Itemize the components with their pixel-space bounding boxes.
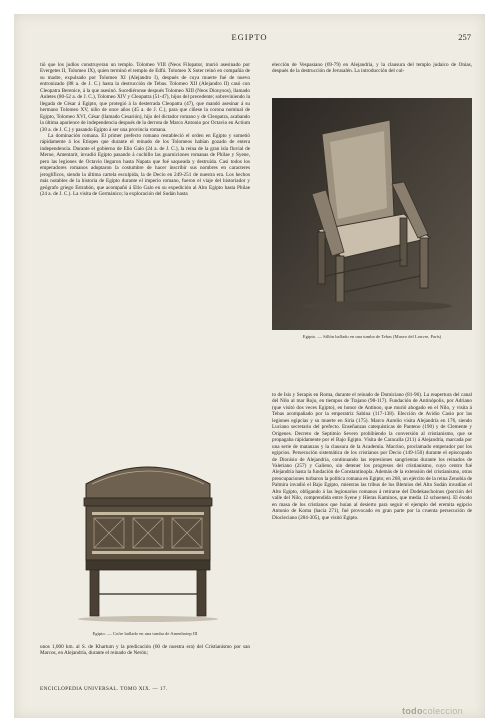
- figure-caption: Egipto. — Sillón hallado en una tumba de Tebas (Museo del Louvre, París): [302, 334, 442, 339]
- column-right-bottom: [272, 392, 472, 682]
- watermark-brand: todo: [402, 706, 423, 716]
- page-header: [14, 32, 485, 46]
- document-page: [14, 14, 485, 718]
- chest-illustration: [68, 454, 228, 624]
- watermark-rest: coleccion: [422, 706, 463, 716]
- chair-illustration: [272, 98, 472, 330]
- paragraph: elección de Vespasiano (69-79) en Alejandría, y la clausura del templo judaico de Onías, después de la destrucción de Jerusalén. La introducción del cul-: [272, 62, 472, 75]
- paragraph: to de Isis y Serapis en Roma, durante el reinado de Domiciano (81-96). La reapertura del canal del Nilo al mar Rojo, en tiempos de Trajano (98-117). Fundación de Antinópolis, por Adriano (que visitó dos veces Egipto), en honor de Antinoo, que murió ahogado en el Nilo, y visita á Tebas acompañado por la emperatriz Sabina (117-138). Elección de Avidio Casio por las legiones egipcias y su muerte en Siria (175). Marco Aurelio visita Alejandría en 176, siendo Luciano secretario del prefecto. Enseñanzas catequísticas de Panteno (190) y de Clemente y Orígenes. Decreto de Septimio Severo prohibiendo la conversión al cristianismo, que se propagaba rápidamente por el Bajo Egipto. Visita de Caracalla (211) á Alejandría, marcada por una serie de matanzas y la clausura de la Academia. Macrino, proclamado emperador por los egipcios. Persecución sistemática de los cristianos por Decio (149-150) durante el episcopado de Dionisio de Alejandría, continuando las represiones sangrientas durante los reinados de Valeriano (257) y Galieno, sin detener los progresos del cristianismo, cuyo centro fué Alejandría hasta la fundación de Constantinopla. Además de la extensión del cristianismo, otras preocupaciones turbaron la política romana en Egipto; en 268, un ejército de la reina Zenobia de Palmira invadió el Bajo Egipto, mientras las tribus de los Blemios del Alto Sudán invadían el Alto Egipto, obligando á las legionarios romanos á retirarse del Dodekaschoinos (porción del valle del Nilo, comprendida entre Syene y Hieras Kaminos, que media 12 schoenes). El éxodo en masa de los cristianos que huían al desierto para seguir el ejemplo del eremita egipcio Antonio de Koma (hacia 271), fué provocado en gran parte por la cruenta persecución de Diocleciano (284-305), que visitó Egipto.: [272, 392, 472, 521]
- column-right-top: [272, 62, 472, 94]
- chair-photo: [272, 98, 472, 330]
- watermark-logo: [402, 706, 463, 716]
- page-number: 257: [458, 32, 471, 42]
- figure-caption: Egipto. — Cofre hallado en una tumba de Amenhotep III: [92, 631, 198, 636]
- page-footer: ENCICLOPEDIA UNIVERSAL. TOMO XIX. — 17.: [40, 686, 168, 692]
- paragraph: La dominación romana. El primer prefecto romano restableció el orden en Egipto y sometió rápidamente á los Etiopes que durante el reinado de los Tolomeos habían gozado de entera independencia. Durante el gobierno de Elio Galo (24 a. de J. C.), la reina de la gran isla fluvial de Meroe, Amentarit, invadió Egipto pasando á cuchillo las guarniciones romanas de Philae y Syene, pero las legiones de Octavio llegaron hasta Napata que fué saqueada y destruída. Casi todos los emperadores romanos adoptaron la costumbre de hacer inscribir sus nombres en caracteres jeroglíficos, siendo la última cartela esculpida, la de Decio en 249-251 de nuestra era. Los hechos más notables de la historia de Egipto durante el imperio romano, fueron el viaje del historiador y geógrafo griego Estrabón, que acompañó á Elio Galo en su expedición al Alto Egipto hasta Philae (24 a. de J. C.). La visita de Germánico; la exploración del Sudán hasta: [40, 132, 250, 198]
- running-title: EGIPTO: [231, 32, 268, 42]
- paragraph: unos 1,000 km. al S. de Khartum y la predicación (60 de nuestra era) del Cristianismo por san Marcos, en Alejandría, durante el reinado de Nerón;: [40, 644, 250, 657]
- paragraph: tió que los judíos construyeran un templo. Tolomeo VIII (Neos Filopator, murió asesinado por Evergetes II, Tolomeo IX), quien terminó el templo de Edfú. Tolomeo X Soter reinó en compañía de su madre, expulsado por Tolomeo XI (Alejandro I), después de cuya muerte fué de nuevo entronizado (88 a. de J. C.) hasta la destrucción de Tebas. Tolomeo XII (Alejandro II) casó con Cleopatra Berenice, á la que asesinó. Sucediéronse después Tolomeo XIII (Neos Dionysos), llamado Auletes (80-52 a. de J. C.), Tolomeo XIV y Cleopatra (51-47), hijos del precedente; sobreviniendo la llegada de César á Egipto, que protegió á la desterrada Cleopatra (47), que mandó asesinar á su hermano Tolomeo XV, niño de once años (45 a. de J. C.), para que ciñese la corona nominal de Egipto, Tolomeo XVI, César (llamado Cesarión), hijo del dictador romano y de Cleopatra, acabando la última aparience de independencia después de la derrota de Marco Antonio por Octavio en Actium (30 a. de J. C.) y pasando Egipto á ser una provincia romana.: [40, 62, 250, 133]
- column-left-bottom: [40, 644, 250, 682]
- chest-figure: [68, 454, 228, 624]
- column-left-top: [40, 62, 250, 457]
